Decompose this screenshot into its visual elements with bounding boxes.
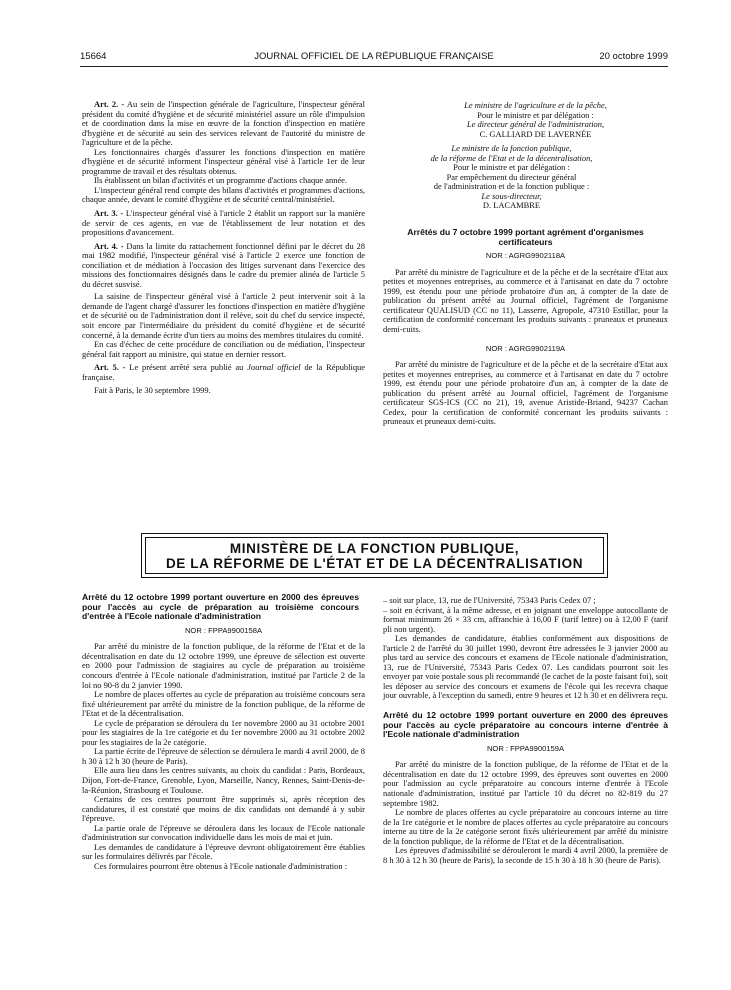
paragraph: Par arrêté du ministre de la fonction publique, de la réforme de l'Etat et de la décentralisation en date du 12 octobre 1999, des épreuves sont ouvertes en 2000 pour l'admission au cycle préparatoire au concours interne d'entrée à l'Ecole nationale d'administration, institué par l'article 10 du décret no 82-819 du 27 septembre 1982. [383,759,668,808]
nor-reference: NOR : FPPA9900159A [486,743,565,753]
paragraph: Par arrêté du ministre de l'agriculture et de la pêche et de la secrétaire d'Etat aux petites et moyennes entreprises, au commerce et à l'artisanat en date du 7 octobre 1999, est étendu pour une période probatoire d'un an, à compter de la date de publication du présent arrêté au Journal officiel, l'agrément de l'organisme certificateur SGS-ICS (CC no 21), 19, avenue Aristide-Briand, 94237 Cachan Cedex, pour la certification de conformité concernant les produits suivants : pruneaux et pruneaux demi-cuits. [383,359,668,427]
paragraph: La partie orale de l'épreuve se déroulera dans les locaux de l'Ecole nationale d'administration sur convocation individuelle dans les mois de mai et juin. [82,822,365,843]
left-column-bottom [82,593,365,871]
article-5-text: de la République française. [82,362,365,382]
signature-block-agriculture [383,101,668,139]
paragraph: Le cycle de préparation se déroulera du 1er novembre 2000 au 31 octobre 2001 pour les stagiaires de la 1re catégorie et du 1er novembre 2000 au 31 octobre 2002 pour les stagiaires de la 2e catégorie. [82,717,365,747]
right-column-top [383,101,668,427]
list-item: – soit en écrivant, à la même adresse, et en joignant une enveloppe autocollante de format minimum 26 × 33 cm, affranchie à 16,00 F (tarif lettre) ou à 12,00 F (tarif pli non urgent). [383,604,668,634]
article-3-label: Art. 3. - [94,208,124,219]
paragraph: Par arrêté du ministre de l'agriculture et de la pêche et de la secrétaire d'Etat aux petites et moyennes entreprises, au commerce et à l'artisanat en date du 7 octobre 1999, est étendu pour une période probatoire d'un an, à compter de la date de publication du présent arrêté au Journal officiel, l'agrément de l'organisme certificateur QUALISUD (CC no 11), Lasserre, Agropole, 47310 Estillac, pour la certification de conformité concernant les produits suivants : pruneaux et pruneaux demi-cuits. [383,266,668,335]
article-5-text: Le présent arrêté sera publié au [125,362,248,373]
paragraph: Certains de ces centres pourront être supprimés si, après réception des candidatures, il est constaté que moins de dix candidats ont demandé à y subir l'épreuve. [82,794,365,824]
paragraph: Ces formulaires pourront être obtenus à l'Ecole nationale d'administration : [94,860,348,871]
article-4-label: Art. 4. - [94,240,124,251]
list-item: – soit sur place, 13, rue de l'Université, 75343 Paris Cedex 07 ; [383,595,596,605]
article-2-text: Au sein de l'inspection générale de l'agriculture, l'inspecteur général président du comité d'hygiène et de sécurité ministériel assure un rôle d'impulsion et de coordination dans la mise en œuvre de la fonction d'inspection en matière d'hygiène et de sécurité au sein des services relevant de l'autorité du ministre de l'agriculture et de la pêche. [82,99,365,148]
article-2 [82,100,365,148]
left-column-top [82,100,365,396]
paragraph: Les épreuves d'admissibilité se dérouleront le mardi 4 avril 2000, la première de 8 h 30 à 12 h 30 (heure de Paris), la seconde de 15 h 30 à 18 h 30 (heure de Paris). [383,845,668,865]
signatory-title: Le ministre de l'agriculture et de la pêche, [464,100,607,110]
signatory-name: D. LACAMBRE [482,200,541,211]
issue-date: 20 octobre 1999 [599,51,668,62]
paragraph: La saisine de l'inspecteur général visé à l'article 2 peut intervenir soit à la demande de l'agent chargé d'assurer les fonctions d'inspection en matière d'hygiène et de sécurité ou de l'administration dont il relève, soit du chef du service inspecté, soit encore par l'intermédiaire du président du comité d'hygiène et de sécurité concerné, à la demande écrite d'un tiers au moins des membres titulaires du comité. [82,291,365,340]
page-number: 15664 [80,51,107,62]
ministry-banner-inner [145,537,604,574]
paragraph: Ils établissent un bilan d'activités et un programme d'actions chaque année. [94,175,348,186]
article-5-label: Art. 5. - [94,362,126,373]
signatory-name: C. GALLIARD DE LAVERNÉE [479,128,592,139]
signatory-delegation: Pour le ministre et par délégation : [477,109,594,120]
article-4-text: Dans la limite du rattachement fonctionnel défini par le décret du 28 mai 1982 modifié, l'inspecteur général visé à l'article 2 exerce une fonction de conciliation et de médiation à l'occasion des litiges survenant dans l'exercice des missions des fonctionnaires désignés dans le cadre du premier alinéa de l'article 5 du décret susvisé. [82,240,365,289]
paragraph: La partie écrite de l'épreuve de sélection se déroulera le mardi 4 avril 2000, de 8 h 30 à 12 h 30 (heure de Paris). [82,746,365,766]
paragraph: Le nombre de places offertes au cycle préparatoire au concours interne au titre de la 1re catégorie et le nombre de places offertes au cycle préparatoire au concours interne au titre de la 2e catégorie seront fixés ultérieurement par arrêté du ministre de la fonction publique, de la réforme de l'Etat et de la décentralisation. [383,807,668,846]
article-3-text: L'inspecteur général visé à l'article 2 établit un rapport sur la manière de servir de ces agents, en vue de l'établissement de leur notation et des propositions d'avancement. [82,208,365,238]
article-5 [82,363,365,382]
arrete-title-troisieme-concours: Arrêté du 12 octobre 1999 portant ouverture en 2000 des épreuves pour l'accès au cycle de préparation au troisième concours d'entrée à l'Ecole nationale d'administration [82,592,359,622]
article-2-label: Art. 2. - [94,99,125,109]
paragraph: Les demandes de candidature à l'épreuve devront obligatoirement être établies sur les formulaires délivrés par l'école. [82,841,365,862]
header-rule [80,66,668,67]
article-4 [82,242,365,290]
signatory-title: Le ministre de la fonction publique, [451,143,572,154]
ministry-line-1: MINISTÈRE DE LA FONCTION PUBLIQUE, [229,541,520,556]
nor-reference: NOR : AGRG9902119A [485,343,566,353]
signature-date: Fait à Paris, le 30 septembre 1999. [94,385,211,396]
signatory-title: Le sous-directeur, [481,190,542,201]
paragraph: Le nombre de places offertes au cycle de préparation au troisième concours sera fixé ultérieurement par arrêté du ministre de la fonction publique, de la réforme de l'Etat et de la décentralisation. [82,689,365,719]
arrete-title-concours-interne: Arrêté du 12 octobre 1999 portant ouverture en 2000 des épreuves pour l'accès au cycle préparatoire au concours interne d'entrée à l'Ecole nationale d'administration [383,710,668,740]
paragraph: L'inspecteur général rend compte des bilans d'activités et programmes d'actions, chaque année, devant le comité d'hygiène et de sécurité central/ministériel. [82,184,365,205]
arrete-title-certificateurs: Arrêtés du 7 octobre 1999 portant agrément d'organismes certificateurs [407,227,644,247]
signatory-title: de la réforme de l'Etat et de la décentralisation, [430,152,593,163]
paragraph: Elle aura lieu dans les centres suivants, au choix du candidat : Paris, Bordeaux, Dijon, Fort-de-France, Grenoble, Lyon, Marseille, Nancy, Rennes, Saint-Denis-de-la-Réunion, Strasbourg et Toulouse. [82,765,365,795]
ministry-banner [141,533,608,578]
paragraph: Par arrêté du ministre de la fonction publique, de la réforme de l'Etat et de la décentralisation en date du 12 octobre 1999, une épreuve de sélection est ouverte en 2000 pour l'admission de stagiaires au cycle de préparation au troisième concours d'entrée à l'Ecole nationale d'administration, institué par l'article 2 de la loi no 90-8 du 2 janvier 1990. [82,641,365,690]
article-3 [82,209,365,238]
right-column-bottom [383,596,668,865]
signatory-delegation: Par empêchement du directeur général [446,171,577,182]
signatory-delegation: de l'administration et de la fonction publique : [433,181,590,192]
paragraph: Les demandes de candidature, établies conformément aux dispositions de l'article 2 de l'arrêté du 30 juillet 1990, devront être adressées le 3 janvier 2000 au plus tard au service des concours et examens de l'Ecole nationale d'administration, 13, rue de l'Université, 75343 Paris Cedex 07. Les candidats pourront soit les envoyer par voie postale sous pli recommandé (le cachet de la poste faisant foi), soit les déposer au service des concours et examens de l'école qui les recevra chaque jour ouvrable, à l'exception du samedi, entre 9 heures et 12 h 30 et en délivrera reçu. [383,633,668,701]
journal-title: JOURNAL OFFICIEL DE LA RÉPUBLIQUE FRANÇAISE [254,51,494,62]
signature-block-fonction-publique [383,144,668,211]
signatory-title: Le directeur général de l'administration, [466,119,605,130]
running-header [80,51,668,65]
journal-reference: Journal officiel [247,362,301,373]
signatory-delegation: Pour le ministre et par délégation : [453,162,570,173]
nor-reference: NOR : FPPA9900158A [184,625,263,635]
paragraph: En cas d'échec de cette procédure de conciliation ou de médiation, l'inspecteur général fait rapport au ministre, qui statue en dernier ressort. [82,339,365,359]
nor-reference: NOR : AGRG9902118A [485,251,566,261]
ministry-line-2: DE LA RÉFORME DE L'ÉTAT ET DE LA DÉCENTRALISATION [165,556,584,571]
paragraph: Les fonctionnaires chargés d'assurer les fonctions d'inspection en matière d'hygiène et de sécurité informent l'inspecteur général visé à l'article 1er de leur programme de travail et des résultats obtenus. [82,146,365,176]
